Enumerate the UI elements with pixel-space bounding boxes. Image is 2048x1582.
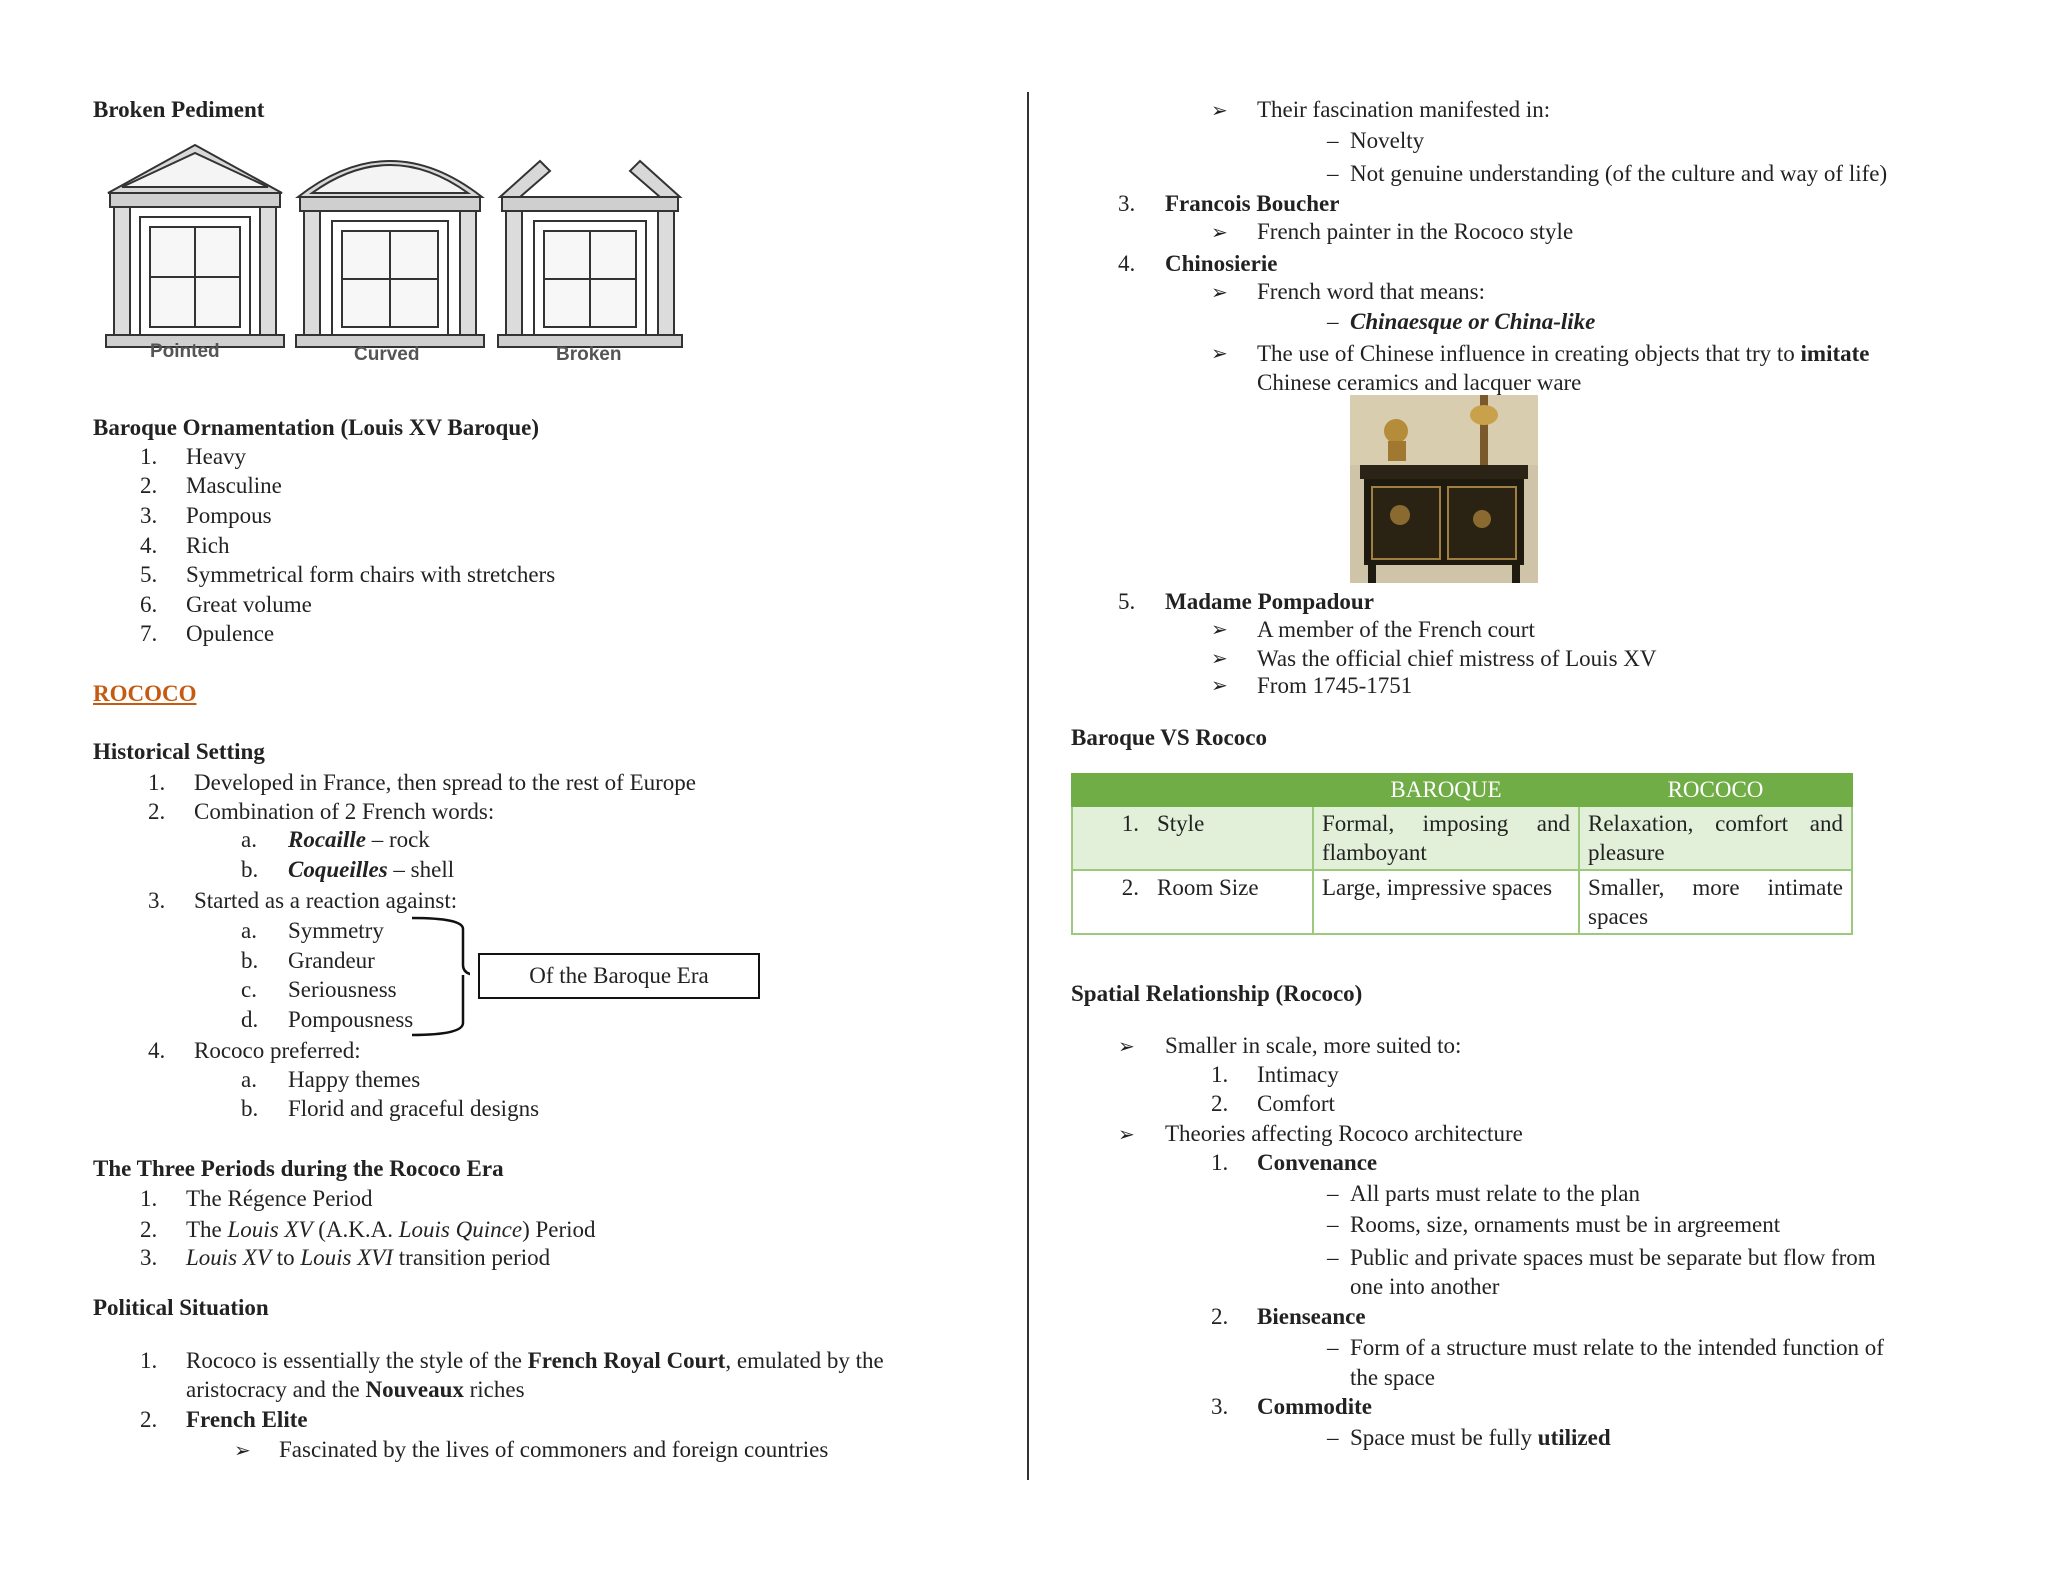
baroque-era-box: Of the Baroque Era [478, 953, 760, 999]
list-letter: a. [241, 827, 257, 852]
list-item: Happy themes [288, 1067, 421, 1092]
list-number: 2. [140, 1407, 158, 1432]
list-item: Rooms, size, ornaments must be in argreement [1350, 1212, 1781, 1237]
list-item: Opulence [186, 621, 275, 646]
table-cell-rococo: Relaxation, comfort and pleasure [1579, 806, 1852, 870]
list-number: 2. [1211, 1304, 1229, 1329]
table-row-number: 1. [1072, 806, 1149, 870]
periods-heading: The Three Periods during the Rococo Era [93, 1156, 504, 1181]
commodite-label: Commodite [1257, 1394, 1372, 1419]
list-number: 6. [140, 592, 158, 617]
list-number: 5. [140, 562, 158, 587]
list-item: Florid and graceful designs [288, 1096, 540, 1121]
chinoiserie-desc2-continued: Chinese ceramics and lacquer ware [1257, 370, 1582, 395]
term-rocaille: Rocaille [288, 827, 366, 852]
list-number: 2. [140, 473, 158, 498]
chinoiserie-name: Chinosierie [1165, 251, 1278, 276]
list-item: Rich [186, 533, 230, 558]
list-number: 3. [140, 1245, 158, 1270]
term-rocaille-meaning: – rock [365, 827, 430, 852]
table-cell-baroque: Large, impressive spaces [1313, 870, 1579, 934]
list-number: 7. [140, 621, 158, 646]
table-cell-rococo: Smaller, more intimate spaces [1579, 870, 1852, 934]
table-row-label: Style [1149, 806, 1313, 870]
list-item: Pompousness [288, 1007, 414, 1032]
bienseance-label: Bienseance [1257, 1304, 1366, 1329]
table-row [1072, 870, 1852, 934]
list-item: Rococo is essentially the style of the French Royal Court, emulated by the [186, 1348, 884, 1373]
list-letter: d. [241, 1007, 259, 1032]
term-coqueilles-meaning: – shell [387, 857, 455, 882]
table-header-rococo: ROCOCO [1579, 774, 1852, 806]
pediment-illustration [100, 135, 690, 375]
arrow-bullet-icon: ➢ [1211, 646, 1228, 670]
list-letter: a. [241, 1067, 257, 1092]
dash-bullet: – [1327, 1181, 1339, 1206]
pediment-label-curved: Curved [354, 344, 420, 365]
list-letter: b. [241, 948, 259, 973]
baroque-rococo-table [1071, 773, 1853, 935]
list-item: Form of a structure must relate to the intended function of [1350, 1335, 1884, 1360]
list-number: 1. [148, 770, 166, 795]
list-item: Seriousness [288, 977, 397, 1002]
table-row-label: Room Size [1149, 870, 1313, 934]
historical-heading: Historical Setting [93, 739, 265, 764]
list-item: Developed in France, then spread to the rest of Europe [194, 770, 696, 795]
boucher-desc: French painter in the Rococo style [1257, 219, 1574, 244]
list-number: 2. [140, 1217, 158, 1242]
baroque-heading: Baroque Ornamentation (Louis XV Baroque) [93, 415, 539, 440]
list-item: Started as a reaction against: [194, 888, 458, 913]
rococo-title: ROCOCO [93, 681, 197, 706]
dash-bullet: – [1327, 309, 1339, 334]
convenance-label: Convenance [1257, 1150, 1378, 1175]
list-item: Public and private spaces must be separate but flow from [1350, 1245, 1876, 1270]
list-number: 3. [148, 888, 166, 913]
list-item: A member of the French court [1257, 617, 1535, 642]
list-number: 3. [140, 503, 158, 528]
list-letter: b. [241, 857, 259, 882]
list-item: The Régence Period [186, 1186, 373, 1211]
list-item: Comfort [1257, 1091, 1335, 1116]
list-number: 1. [1211, 1062, 1229, 1087]
arrow-bullet-icon: ➢ [1211, 617, 1228, 641]
list-number: 1. [140, 1348, 158, 1373]
arrow-bullet-icon: ➢ [1118, 1034, 1135, 1058]
list-number: 4. [1118, 251, 1136, 276]
list-item: Smaller in scale, more suited to: [1165, 1033, 1462, 1058]
dash-bullet: – [1327, 1425, 1339, 1450]
arrow-bullet-icon: ➢ [1211, 220, 1228, 244]
list-number: 3. [1211, 1394, 1229, 1419]
list-number: 2. [148, 799, 166, 824]
list-item: Intimacy [1257, 1062, 1339, 1087]
dash-bullet: – [1327, 161, 1339, 186]
list-number: 2. [1211, 1091, 1229, 1116]
list-item [288, 858, 454, 881]
list-item: Symmetrical form chairs with stretchers [186, 562, 556, 587]
list-number: 1. [140, 444, 158, 469]
list-item-continued: one into another [1350, 1274, 1500, 1299]
list-item: Great volume [186, 592, 312, 617]
list-letter: a. [241, 918, 257, 943]
list-number: 1. [1211, 1150, 1229, 1175]
pediment-label-pointed: Pointed [150, 341, 220, 362]
list-item: Combination of 2 French words: [194, 799, 495, 824]
chinoiserie-cabinet-image [1350, 395, 1538, 583]
list-item: Masculine [186, 473, 282, 498]
list-item-continued: aristocracy and the Nouveaux riches [186, 1377, 525, 1402]
pediment-label-broken: Broken [556, 344, 622, 365]
arrow-bullet-icon: ➢ [1211, 341, 1228, 365]
list-item: Novelty [1350, 128, 1425, 153]
arrow-bullet-icon: ➢ [1118, 1122, 1135, 1146]
list-number: 4. [140, 533, 158, 558]
list-number: 4. [148, 1038, 166, 1063]
table-cell-baroque: Formal, imposing and flamboyant [1313, 806, 1579, 870]
boucher-name: Francois Boucher [1165, 191, 1340, 216]
list-item: Not genuine understanding (of the culture and way of life) [1350, 161, 1888, 186]
dash-bullet: – [1327, 128, 1339, 153]
list-letter: c. [241, 977, 257, 1002]
political-heading: Political Situation [93, 1295, 269, 1320]
dash-bullet: – [1327, 1245, 1339, 1270]
bracket-connector [410, 915, 470, 1040]
broken-pediment-heading: Broken Pediment [93, 97, 265, 122]
table-header-blank [1072, 774, 1313, 806]
vs-heading: Baroque VS Rococo [1071, 725, 1267, 750]
list-item: Was the official chief mistress of Louis XV [1257, 646, 1657, 671]
list-item: Rococo preferred: [194, 1038, 361, 1063]
table-header-row [1072, 774, 1852, 806]
table-header-baroque: BAROQUE [1313, 774, 1579, 806]
list-item: Pompous [186, 503, 272, 528]
list-item: Space must be fully utilized [1350, 1425, 1611, 1450]
chinoiserie-desc: French word that means: [1257, 279, 1486, 304]
list-item: The Louis XV (A.K.A. Louis Quince) Period [186, 1217, 596, 1242]
arrow-bullet-icon: ➢ [1211, 98, 1228, 122]
fascination-intro: Their fascination manifested in: [1257, 97, 1551, 122]
dash-bullet: – [1327, 1212, 1339, 1237]
list-item: Heavy [186, 444, 247, 469]
list-item-continued: the space [1350, 1365, 1435, 1390]
list-letter: b. [241, 1096, 259, 1121]
term-coqueilles: Coqueilles [288, 857, 388, 882]
list-item: Symmetry [288, 918, 384, 943]
list-item: Fascinated by the lives of commoners and foreign countries [279, 1437, 829, 1462]
chinoiserie-meaning: Chinaesque or China-like [1350, 309, 1596, 334]
chinoiserie-desc2: The use of Chinese influence in creating objects that try to imitate [1257, 341, 1870, 366]
table-row-number: 2. [1072, 870, 1149, 934]
column-divider [1027, 92, 1029, 1480]
list-item: Grandeur [288, 948, 375, 973]
list-number: 5. [1118, 589, 1136, 614]
list-number: 3. [1118, 191, 1136, 216]
list-item [288, 828, 430, 851]
spatial-heading: Spatial Relationship (Rococo) [1071, 981, 1363, 1006]
arrow-bullet-icon: ➢ [1211, 280, 1228, 304]
list-item: From 1745-1751 [1257, 673, 1413, 698]
pompadour-name: Madame Pompadour [1165, 589, 1374, 614]
list-item: Theories affecting Rococo architecture [1165, 1121, 1523, 1146]
list-number: 1. [140, 1186, 158, 1211]
list-item: French Elite [186, 1407, 308, 1432]
arrow-bullet-icon: ➢ [234, 1438, 251, 1462]
dash-bullet: – [1327, 1335, 1339, 1360]
list-item: Louis XV to Louis XVI transition period [186, 1245, 551, 1270]
list-item: All parts must relate to the plan [1350, 1181, 1640, 1206]
arrow-bullet-icon: ➢ [1211, 673, 1228, 697]
table-row [1072, 806, 1852, 870]
